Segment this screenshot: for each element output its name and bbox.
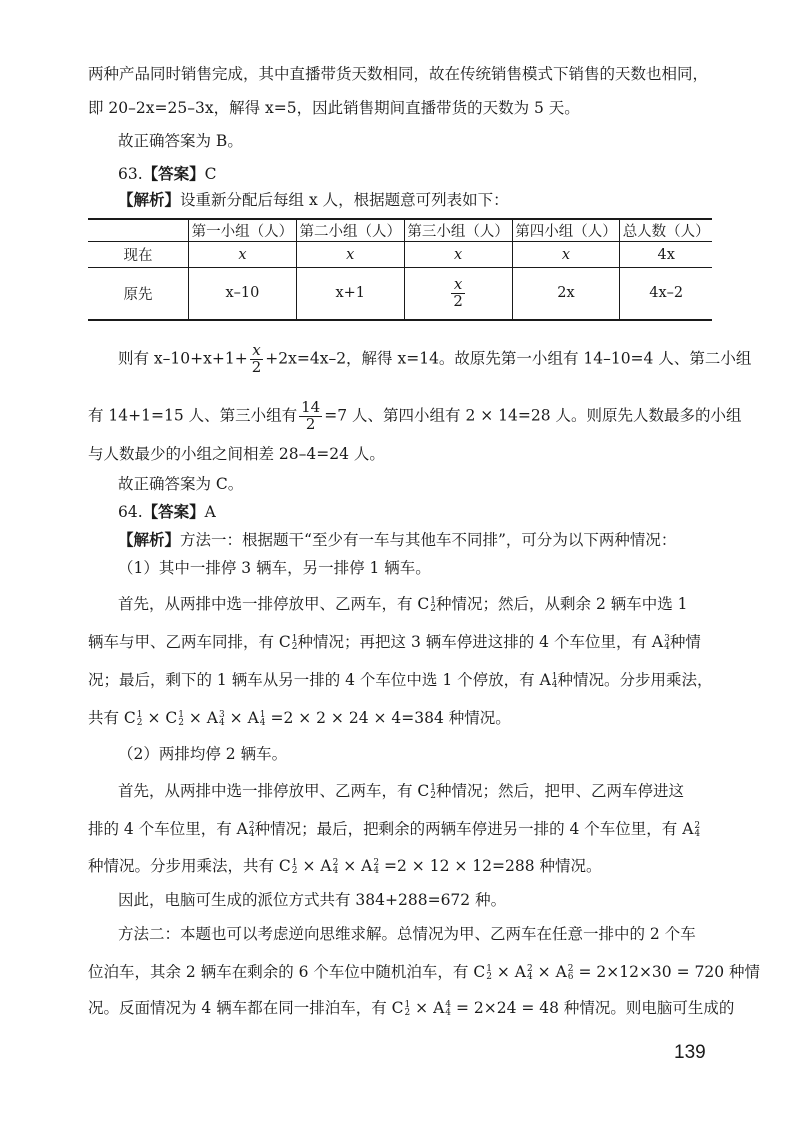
- table-cell: 2x: [512, 268, 620, 320]
- text-line: [88, 819, 700, 839]
- table-cell: 总人数（人）: [620, 219, 712, 242]
- answer-label: 【答案】: [142, 164, 205, 183]
- text-span: 况；最后，剩下的 1 辆车从另一排的 4 个车位中选 1 个停放，有 A: [88, 671, 551, 689]
- subscript: 4: [219, 718, 225, 728]
- superscript: 1: [259, 709, 266, 720]
- table-cell: 第二小组（人）: [296, 219, 404, 242]
- fraction-numerator: x: [250, 343, 264, 360]
- text-span: × A: [532, 963, 567, 981]
- group-table: [88, 218, 712, 321]
- text-line: 两种产品同时销售完成，其中直播带货天数相同，故在传统销售模式下销售的天数也相同，: [88, 65, 709, 83]
- question-number: 64.: [118, 503, 143, 521]
- text-span: 有 14+1=15 人、第三小组有: [88, 406, 298, 425]
- superscript: 2: [373, 857, 380, 868]
- text-span: 辆车与甲、乙两车同排，有 C: [88, 633, 291, 651]
- text-line: 故正确答案为 B。: [118, 132, 243, 150]
- superscript: 3: [664, 633, 670, 644]
- q63-explanation-line: [118, 190, 509, 210]
- fraction: [451, 277, 465, 310]
- subscript: 2: [291, 642, 298, 652]
- subscript: 4: [694, 829, 701, 839]
- table-cell: [88, 219, 189, 242]
- q64-explanation-line: [118, 530, 676, 550]
- page-number: 139: [674, 1042, 706, 1063]
- equation-line: [118, 343, 751, 376]
- subscript: 4: [373, 866, 380, 876]
- subscript: 2: [486, 972, 492, 982]
- text-line: 即 20–2x=25–3x，解得 x=5，因此销售期间直播带货的天数为 5 天。: [88, 99, 580, 117]
- table-header-row: [88, 219, 712, 242]
- subscript: 2: [430, 604, 437, 614]
- text-span: 位泊车，其余 2 辆车在剩余的 6 个车位中随机泊车，有 C: [88, 963, 486, 981]
- superscript: 2: [567, 963, 574, 974]
- text-line: [88, 670, 713, 690]
- text-span: 方法一：根据题干“至少有一车与其他车不同排”，可分为以下两种情况：: [180, 531, 677, 549]
- fraction-numerator: x: [451, 277, 465, 294]
- text-span: = 2×24 = 48 种情况。则电脑可生成的: [451, 999, 735, 1017]
- superscript: 1: [136, 709, 143, 720]
- superscript: 1: [291, 633, 298, 644]
- superscript: 1: [430, 782, 437, 793]
- superscript: 1: [486, 963, 492, 974]
- fraction-denominator: 2: [453, 291, 463, 310]
- text-span: +2x=4x–2，解得 x=14。故原先第一小组有 14–10=4 人、第二小组: [265, 349, 752, 368]
- superscript: 1: [430, 595, 437, 606]
- subscript: 4: [664, 642, 670, 652]
- explanation-label: 【解析】: [118, 530, 181, 549]
- superscript: 4: [445, 999, 452, 1010]
- text-span: 则有 x–10+x+1+: [118, 349, 248, 368]
- text-span: × A: [297, 857, 332, 875]
- table-cell: x+1: [296, 268, 404, 320]
- table-row: [88, 242, 712, 268]
- text-line: [118, 594, 688, 614]
- fraction: [250, 343, 264, 376]
- text-span: × A: [338, 857, 373, 875]
- superscript: 3: [219, 709, 225, 720]
- q64-answer-line: [118, 502, 216, 522]
- fraction: [299, 400, 322, 433]
- table-cell: x: [512, 242, 620, 268]
- text-span: 首先，从两排中选一排停放甲、乙两车，有 C: [118, 595, 430, 613]
- subscript: 2: [291, 866, 298, 876]
- text-line: （2）两排均停 2 辆车。: [118, 745, 288, 763]
- table-cell: 第三小组（人）: [404, 219, 512, 242]
- text-span: × A: [410, 999, 445, 1017]
- subscript: 4: [259, 718, 266, 728]
- table-cell: 第四小组（人）: [512, 219, 620, 242]
- text-span: 种情况；最后，把剩余的两辆车停进另一排的 4 个车位里，有 A: [254, 820, 694, 838]
- subscript: 2: [430, 791, 437, 801]
- subscript: 2: [136, 718, 143, 728]
- table-cell: 4x–2: [620, 268, 712, 320]
- math-script: [694, 822, 700, 838]
- answer-letter: C: [204, 165, 217, 183]
- text-line: 因此，电脑可生成的派位方式共有 384+288=672 种。: [118, 891, 507, 909]
- text-span: 种情况；然后，从剩余 2 辆车中选 1: [436, 595, 688, 613]
- text-line: 故正确答案为 C。: [118, 475, 244, 493]
- subscript: 6: [567, 972, 574, 982]
- text-line: [88, 632, 701, 652]
- text-line: [118, 781, 684, 801]
- table-cell: x: [404, 242, 512, 268]
- subscript: 2: [404, 1008, 411, 1018]
- text-line: [88, 856, 602, 876]
- subscript: 4: [527, 972, 533, 982]
- text-line: 方法二：本题也可以考虑逆向思维求解。总情况为甲、乙两车在任意一排中的 2 个车: [118, 925, 696, 943]
- table-cell: [404, 268, 512, 320]
- text-line: （1）其中一排停 3 辆车，另一排停 1 辆车。: [118, 559, 431, 577]
- subscript: 4: [248, 829, 255, 839]
- text-line: 与人数最少的小组之间相差 28–4=24 人。: [88, 445, 385, 463]
- superscript: 1: [551, 671, 558, 682]
- text-span: 共有 C: [88, 709, 136, 727]
- text-span: × A: [183, 709, 219, 727]
- table-cell: 4x: [620, 242, 712, 268]
- text-span: 种情况。分步用乘法，共有 C: [88, 857, 291, 875]
- answer-label: 【答案】: [142, 502, 205, 521]
- superscript: 2: [527, 963, 533, 974]
- equation-line: [88, 400, 742, 433]
- fraction-denominator: 2: [251, 357, 262, 376]
- text-span: × A: [491, 963, 527, 981]
- superscript: 2: [694, 820, 701, 831]
- text-span: = 2×12×30 = 720 种情: [573, 963, 761, 981]
- text-span: 首先，从两排中选一排停放甲、乙两车，有 C: [118, 782, 430, 800]
- table-cell: 现在: [88, 242, 189, 268]
- subscript: 4: [445, 1008, 452, 1018]
- subscript: 4: [551, 680, 558, 690]
- table-cell: 原先: [88, 268, 189, 320]
- text-span: =7 人、第四小组有 2 × 14=28 人。则原先人数最多的小组: [324, 406, 742, 425]
- text-span: =2 × 2 × 24 × 4=384 种情况。: [265, 709, 511, 727]
- table-cell: 第一小组（人）: [189, 219, 297, 242]
- q63-answer-line: [118, 164, 217, 184]
- text-line: [88, 962, 760, 982]
- text-span: 况。反面情况为 4 辆车都在同一排泊车，有 C: [88, 999, 404, 1017]
- table-row: [88, 268, 712, 320]
- text-span: × A: [224, 709, 259, 727]
- fraction-denominator: 2: [305, 414, 316, 433]
- answer-letter: A: [204, 503, 216, 521]
- text-span: × C: [142, 709, 178, 727]
- text-span: 种情况；再把这 3 辆车停进这排的 4 个车位里，有 A: [297, 633, 664, 651]
- text-line: [88, 998, 734, 1018]
- text-span: 种情况。分步用乘法，: [557, 671, 713, 689]
- superscript: 1: [178, 709, 184, 720]
- explanation-label: 【解析】: [118, 190, 181, 209]
- text-span: =2 × 12 × 12=288 种情况。: [379, 857, 602, 875]
- table-cell: x: [189, 242, 297, 268]
- superscript: 1: [404, 999, 411, 1010]
- subscript: 2: [178, 718, 184, 728]
- text-span: 种情: [669, 633, 701, 651]
- text-span: 排的 4 个车位里，有 A: [88, 820, 248, 838]
- fraction-numerator: 14: [301, 398, 321, 416]
- question-number: 63.: [118, 165, 143, 183]
- superscript: 1: [291, 857, 298, 868]
- text-span: 种情况；然后，把甲、乙两车停进这: [436, 782, 685, 800]
- text-line: 设重新分配后每组 x 人，根据题意可列表如下：: [180, 191, 509, 209]
- table-cell: x: [296, 242, 404, 268]
- superscript: 2: [248, 820, 255, 831]
- table-cell: x–10: [189, 268, 297, 320]
- subscript: 4: [332, 866, 339, 876]
- text-line: [88, 708, 511, 728]
- superscript: 2: [332, 857, 339, 868]
